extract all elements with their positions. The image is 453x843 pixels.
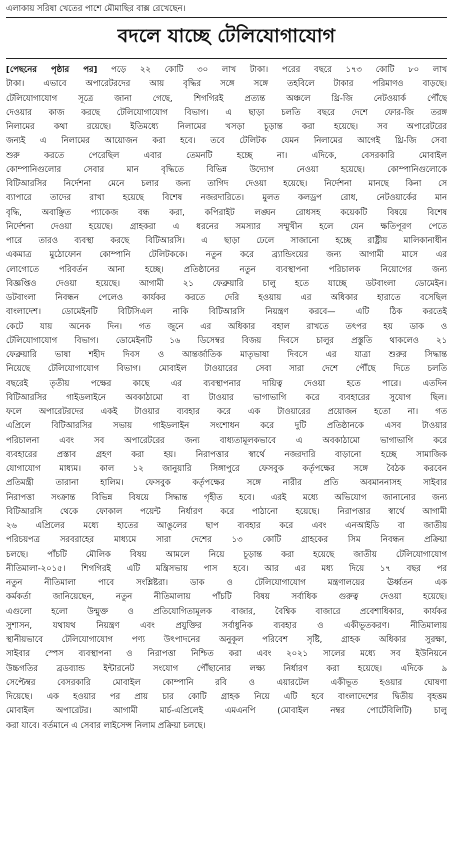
article-line: নির্দেশনা দেওয়া হয়েছে। গ্রাহকরা এ ধরনের সমস্যার সম্মুখীন হলে যেন ক্ষতিপূরণ পেতে bbox=[6, 220, 447, 231]
article-line: এগুলো হলো উন্মুক্ত ও প্রতিযোগিতামূলক বাজার, বৈশ্বিক বাজারে প্রবেশাধিকার, কার্যকর bbox=[6, 605, 447, 616]
article-line: বৃদ্ধি, অবাঞ্ছিত প্যাকেজ বন্ধ করা, কপিরাইট লঙ্ঘন রোধসহ কয়েকটি বিষয়ে বিশেষ bbox=[6, 206, 447, 217]
article-line: সেপ্টেম্বর বেসরকারি মোবাইল কোম্পানি রবি ও এয়ারটেল একীভূত হওয়ার ঘোষণা bbox=[6, 676, 447, 687]
article-headline: বদলে যাচ্ছে টেলিযোগাযোগ bbox=[117, 25, 336, 47]
article-line: বিটিআরসি থেকে ফোকাল পয়েন্ট নির্ধারণ করে পাঠানো হয়েছে। নিরাপত্তার স্বার্থে আগামী bbox=[6, 505, 447, 516]
article-line: স্থানীয়ভাবে টেলিযোগাযোগ পণ্য উৎপাদনের অনুকূল পরিবেশ সৃষ্টি, গ্রাহক অধিকার সুরক্ষা, bbox=[6, 634, 447, 644]
article-line: বিজ্ঞপ্তিও দেওয়া হয়েছে। আগামী ২১ ফেব্রুয়ারি চালু হতে যাচ্ছে ডটবাংলা ডোমেইন। bbox=[6, 277, 447, 288]
article-line: এপ্রিলে বিটিআরসির সভায় গাইডলাইন সংশোধন করে দুটি প্রতিষ্ঠানকে এসব টাওয়ার bbox=[6, 420, 447, 431]
article-line: দেওয়ার কাজ করছে টেলিযোগাযোগ বিভাগ। এ ছাড়া চলতি বছরে দেশে ফোর-জি তরঙ্গ bbox=[6, 106, 447, 117]
article-line: পরিচালনা এবং সব অপারেটরের জন্য বাধ্যতামূলকভাবে এ অবকাঠামো ভাগাভাগি করে bbox=[6, 434, 447, 445]
article-line: নিলামের কথা রয়েছে। ইতিমধ্যে নিলামের খসড়া চূড়ান্ত করা হয়েছে। সব অপারেটরের bbox=[6, 121, 447, 131]
article-line: নতুন নীতিমালা পাবে সংশ্লিষ্টরা। ডাক ও টেলিযোগাযোগ মন্ত্রণালয়ের ঊর্ধ্বতন এক bbox=[6, 577, 447, 587]
article-line: করা যাবে। বর্তমানে এ সেবার লাইসেন্স নিলাম প্রক্রিয়া চলছে। bbox=[6, 719, 206, 730]
article-line: বিটিআরসির নির্দেশনা মেনে চলার জন্য তাগিদ দেওয়া হয়েছে। নির্দেশনা মানছে কিনা সে bbox=[6, 178, 447, 188]
article-line: কেটে যায় অনেক দিন। গত জুনে এর অধিকার বহাল রাখতে তৎপর হয় ডাক ও bbox=[6, 320, 447, 331]
article-line: নিরাপত্তা সংক্রান্ত বিভিন্ন বিষয়ে সিদ্ধান্ত গৃহীত হবে। এরই মধ্যে অভিযোগ জানানোর জন্য bbox=[6, 491, 447, 502]
article-line: নীতিমালা-২০১৫। শিগগিরই এটি মন্ত্রিসভায় পাস হবে। আর এর মধ্য দিয়ে ১৭ বছর পর bbox=[6, 562, 447, 573]
article-line: ২৬ এপ্রিলের মধ্যে হাতের আঙুলের ছাপ ব্যবহার করে এবং এনআইডি বা জাতীয় bbox=[6, 520, 447, 530]
previous-article-tail: এলাকায় সরিষা খেতের পাশে মৌমাছির বাক্স রেখেছেন। bbox=[6, 3, 186, 13]
article-line: টেলিযোগাযোগ সূত্রে জানা গেছে, শিগগিরই প্রত্যন্ত অঞ্চলে থ্রি-জি নেটওয়ার্ক পৌঁছে bbox=[6, 92, 447, 103]
article-line: লোগোতে পরিবর্তন আনা হচ্ছে। প্রতিষ্ঠানের নতুন ব্যবস্থাপনা পরিচালক নিয়োগের জন্য bbox=[6, 263, 447, 274]
continuation-tag: [পেছনের পৃষ্ঠার পর] bbox=[6, 64, 98, 74]
article-line: কর্মকর্তা জানিয়েছেন, নতুন নীতিমালায় পাঁচটি বিষয় সর্বাধিক গুরুত্ব দেওয়া হয়েছে। bbox=[6, 591, 447, 602]
headline-box bbox=[6, 17, 447, 59]
article-line: পরিচয়পত্র সরবরাহের মাধ্যমে সারা দেশের ১৩ কোটি গ্রাহকের সিম নিবন্ধন প্রক্রিয়া bbox=[6, 534, 447, 545]
article-line: দিয়েছে। এক হওয়ার পর প্রায় চার কোটি গ্রাহক নিয়ে এটি হবে বাংলাদেশের দ্বিতীয় বৃহত্তম bbox=[6, 691, 447, 701]
article-body bbox=[6, 62, 447, 732]
article-line: সাইবার স্পেস ব্যবস্থাপনা ও নিরাপত্তা নিশ্চিত করা এবং ২০২১ সালের মধ্যে সব ইউনিয়নে bbox=[6, 648, 447, 659]
article-line: জন্যই এ নিলামের আয়োজন করা হবে। তবে টেলিটক যেমন নিলামের আগেই থ্রি-জি সেবা bbox=[6, 135, 447, 146]
article-line: বিটিআরসির গাইডলাইনে অবকাঠামো বা টাওয়ার ভাগাভাগি করে ব্যবহারের সুযোগ ছিল। bbox=[6, 391, 447, 402]
line-text: পড়ে ২২ কোটি ৩০ লাখ টাকা। পরের বছরে ১৭৩ কোটি ৮০ লাখ bbox=[97, 64, 447, 74]
article-line: নিয়েছে টেলিযোগাযোগ বিভাগ। মোবাইল টাওয়ারের সেবা সারা দেশে পৌঁছে দিতে চলতি bbox=[6, 363, 447, 374]
article-line: ফলে অপারেটরদের একই টাওয়ার ব্যবহার করে এক টাওয়ারের প্রয়োজন হতো না। গত bbox=[6, 406, 447, 416]
article-line: বছরেই তৃতীয় পক্ষের কাছে এর ব্যবস্থাপনার দায়িত্ব দেওয়া হতে পারে। এতদিন bbox=[6, 377, 447, 388]
article-line: সুশাসন, যথাযথ নিয়ন্ত্রণ এবং প্রযুক্তির সর্বাধুনিক ব্যবহার ও একীভূতকরণ। নীতিমালায় bbox=[6, 619, 447, 630]
article-line: শুরু করতে পেরেছিল এবার তেমনটি হচ্ছে না। এদিকে, বেসরকারি মোবাইল bbox=[6, 149, 447, 160]
article-line: টাকা। এভাবে অপারেটরদের আয় বৃদ্ধির সঙ্গে সঙ্গে তহবিলে টাকার পরিমাণও বাড়ছে। bbox=[6, 78, 447, 89]
article-line: ফেব্রুয়ারি ভাষা শহীদ দিবস ও আন্তর্জাতিক মাতৃভাষা দিবসে এর যাত্রা শুরুর সিদ্ধান্ত bbox=[6, 349, 447, 359]
article-line: চলছে। পাঁচটি মৌলিক বিষয় আমলে নিয়ে চূড়ান্ত করা হয়েছে জাতীয় টেলিযোগাযোগ bbox=[6, 548, 447, 559]
article-line: প্রতিমন্ত্রী তারানা হালিম। ফেসবুক কর্তৃপক্ষের সঙ্গে নারীর প্রতি অবমাননাসহ সাইবার bbox=[6, 477, 447, 488]
article-line: মোবাইল অপারেটর। আগামী মার্চ-এপ্রিলেই এমএনপি (মোবাইল নম্বর পোর্টেবিলিটি) চালু bbox=[6, 705, 447, 716]
article-line: পারে তারও ব্যবস্থা করছে বিটিআরসি। এ ছাড়া ঢেলে সাজানো হচ্ছে রাষ্ট্রীয় মালিকানাধীন bbox=[6, 235, 447, 245]
article-line: ব্যবহারের প্রস্তাব গ্রহণ করা হয়। নিরাপত্তার স্বার্থে নজরদারি বাড়ানো হচ্ছে সামাজিক bbox=[6, 448, 447, 459]
article-line: বাংলাদেশ। ডোমেইনটি বিটিসিএল নাকি বিটিআরসি নিয়ন্ত্রণ করবে— এটি ঠিক করতেই bbox=[6, 306, 447, 317]
article-line bbox=[6, 62, 447, 76]
article-line: ডটবাংলা নিবন্ধন পেলেও কার্যকর করতে দেরি হওয়ায় এর অধিকার হারাতে বসেছিল bbox=[6, 292, 447, 302]
article-line: কোম্পানিগুলোর সেবার মান বৃদ্ধিতে বিভিন্ন উদ্যোগ নেওয়া হয়েছে। কোম্পানিগুলোকে bbox=[6, 163, 447, 174]
article-line: টেলিযোগাযোগ বিভাগ। ডোমেইনটি ১৬ ডিসেম্বর বিজয় দিবসে চালুর প্রস্তুতি থাকলেও ২১ bbox=[6, 334, 447, 345]
article-line: উচ্চগতির ব্রডব্যান্ড ইন্টারনেট সংযোগ পৌঁছানোর লক্ষ্য নির্ধারণ করা হয়েছে। এদিকে ৯ bbox=[6, 662, 447, 673]
article-line: একমাত্র মুঠোফোন কোম্পানি টেলিটককে। নতুন করে ব্র্যান্ডিংয়ের জন্য আগামী মাসে এর bbox=[6, 249, 447, 260]
article-line: যোগাযোগ মাধ্যম। কাল ১২ জানুয়ারি সিঙ্গাপুরে ফেসবুক কর্তৃপক্ষের সঙ্গে বৈঠক করবেন bbox=[6, 463, 447, 473]
article-line: ব্যাপারে তাদের রাখা হয়েছে বিশেষ নজরদারিতে। মুলত কলড্রপ রোধ, নেটওয়ার্কের মান bbox=[6, 192, 447, 203]
